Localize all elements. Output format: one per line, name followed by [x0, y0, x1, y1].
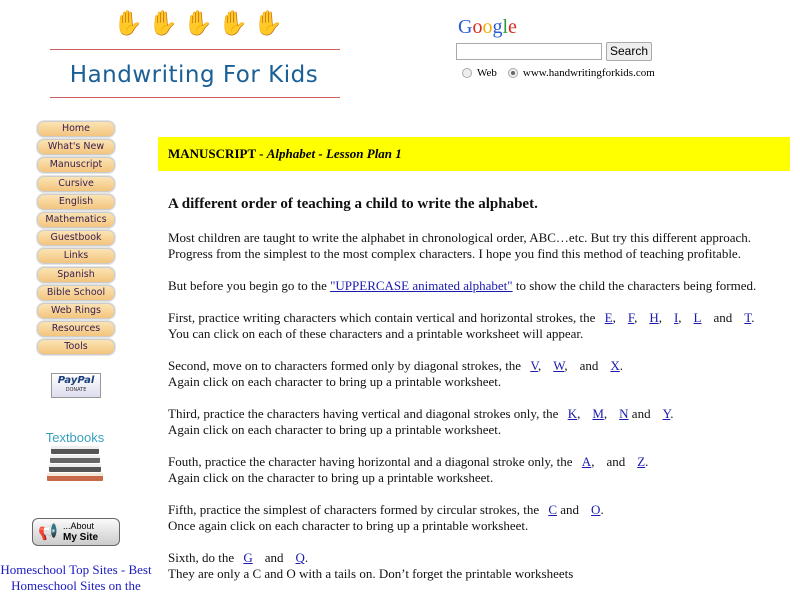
sidebar-nav: [37, 121, 115, 357]
letter-link[interactable]: F: [627, 310, 635, 325]
textbooks-link[interactable]: [40, 430, 110, 481]
step-3: Third, practice the characters having vertical and diagonal strokes only, the K, M, N and Y. Again click on each character to bring up a printable worksheet.: [168, 406, 674, 437]
text: Fouth, practice the character having horizontal and a diagonal stroke only, the: [168, 454, 573, 469]
megaphone-icon: 📢: [38, 524, 58, 541]
homeschool-top-sites-link[interactable]: Homeschool Top Sites - Best Homeschool Sites on the: [0, 562, 152, 593]
letter-link[interactable]: G: [243, 550, 253, 565]
letter-link[interactable]: C: [548, 502, 558, 517]
about-my-site-button[interactable]: [32, 518, 120, 546]
text: and: [631, 406, 651, 421]
divider: [50, 97, 340, 98]
nav-links[interactable]: Links: [37, 248, 115, 264]
letter-link[interactable]: V: [530, 358, 539, 373]
text: Again click on each character to bring up a printable worksheet.: [168, 422, 502, 437]
letter-link[interactable]: T: [744, 310, 752, 325]
uppercase-animated-alphabet-link[interactable]: "UPPERCASE animated alphabet": [330, 278, 513, 293]
nav-english[interactable]: English: [37, 194, 115, 210]
textbooks-label: Textbooks: [45, 430, 105, 445]
hand-icon: ✋: [148, 11, 178, 37]
letter-link[interactable]: N: [619, 406, 629, 421]
banner-subtitle: Alphabet - Lesson Plan 1: [266, 146, 402, 161]
letter-link[interactable]: K: [567, 406, 578, 421]
nav-bible-school[interactable]: Bible School: [37, 285, 115, 301]
letter-link[interactable]: W: [553, 358, 565, 373]
letter-link[interactable]: Z: [637, 454, 646, 469]
donate-label: DONATE: [65, 387, 87, 393]
text: You can click on each of these characters and a printable worksheet will appear.: [168, 326, 584, 341]
my-site-label: My Site: [63, 532, 99, 543]
site-logo[interactable]: [48, 6, 340, 100]
about-label: ...About: [63, 521, 95, 531]
nav-whats-new[interactable]: What's New: [37, 139, 115, 155]
nav-web-rings[interactable]: Web Rings: [37, 303, 115, 319]
hands-graphic: [113, 10, 283, 38]
text: and: [579, 358, 599, 373]
letter-link[interactable]: H: [649, 310, 659, 325]
text: and: [713, 310, 733, 325]
nav-tools[interactable]: Tools: [37, 339, 115, 355]
text: and: [560, 502, 580, 517]
text: and: [264, 550, 284, 565]
hand-icon: ✋: [218, 11, 248, 37]
intro-paragraph: Most children are taught to write the alphabet in chronological order, ABC…etc. But try this different approach. Progress from the simplest to the most complex characters. I hope you find this method of teaching profitable.: [168, 230, 751, 261]
letter-link[interactable]: I: [673, 310, 679, 325]
divider: [50, 49, 340, 50]
nav-guestbook[interactable]: Guestbook: [37, 230, 115, 246]
text: Second, move on to characters formed only by diagonal strokes, the: [168, 358, 522, 373]
step-4: Fouth, practice the character having horizontal and a diagonal stroke only, the A, and Z. Again click on the character to bring up a printable worksheet.: [168, 454, 649, 485]
main-content: [168, 195, 793, 598]
text: Sixth, do the: [168, 550, 235, 565]
letter-link[interactable]: Q: [295, 550, 305, 565]
letter-link[interactable]: Y: [662, 406, 671, 421]
letter-link[interactable]: X: [610, 358, 620, 373]
google-logo: Google: [458, 16, 517, 38]
search-button[interactable]: Search: [606, 42, 652, 61]
page-banner: [158, 137, 790, 171]
hand-icon: ✋: [113, 11, 143, 37]
nav-resources[interactable]: Resources: [37, 321, 115, 337]
letter-link[interactable]: M: [592, 406, 604, 421]
step-1: First, practice writing characters which contain vertical and horizontal strokes, the E, F, H, I, L and T. You can click on each of these characters and a printable worksheet will appear.: [168, 310, 755, 341]
before-paragraph: [168, 278, 793, 294]
banner-section: MANUSCRIPT -: [168, 146, 267, 161]
text: They are only a C and O with a tails on. Don’t forget the printable worksheets: [168, 566, 574, 581]
nav-mathematics[interactable]: Mathematics: [37, 212, 115, 228]
text: But before you begin go to the: [168, 278, 331, 293]
logo-title: Handwriting For Kids: [69, 62, 319, 88]
books-icon: [40, 446, 110, 481]
letter-link[interactable]: E: [604, 310, 613, 325]
step-2: Second, move on to characters formed only by diagonal strokes, the V, W, and X. Again click on each character to bring up a printable worksheet.: [168, 358, 624, 389]
step-5: Fifth, practice the simplest of characters formed by circular strokes, the C and O. Once again click on each character to bring up a printable worksheet.: [168, 502, 604, 533]
text: First, practice writing characters which contain vertical and horizontal strokes, the: [168, 310, 596, 325]
letter-link[interactable]: L: [693, 310, 702, 325]
radio-web-label: Web: [477, 67, 497, 79]
nav-spanish[interactable]: Spanish: [37, 267, 115, 283]
text: to show the child the characters being formed.: [512, 278, 757, 293]
text: Third, practice the characters having vertical and diagonal strokes only, the: [168, 406, 559, 421]
radio-site-label: www.handwritingforkids.com: [522, 67, 655, 79]
text: and: [606, 454, 626, 469]
search-scope: [462, 67, 655, 79]
text: Again click on the character to bring up a printable worksheet.: [168, 470, 494, 485]
search-input[interactable]: [456, 43, 602, 60]
radio-web[interactable]: [462, 68, 472, 78]
hand-icon: ✋: [253, 11, 283, 37]
letter-link[interactable]: O: [591, 502, 601, 517]
step-6: Sixth, do the G and Q. They are only a C and O with a tails on. Don’t forget the printable worksheets: [168, 550, 574, 581]
nav-cursive[interactable]: Cursive: [37, 176, 115, 192]
page-heading: A different order of teaching a child to write the alphabet.: [168, 196, 538, 212]
paypal-donate-button[interactable]: [51, 373, 101, 398]
letter-link[interactable]: A: [581, 454, 592, 469]
nav-home[interactable]: Home: [37, 121, 115, 137]
nav-manuscript[interactable]: Manuscript: [37, 157, 115, 173]
text: Once again click on each character to bring up a printable worksheet.: [168, 518, 529, 533]
text: Again click on each character to bring up a printable worksheet.: [168, 374, 502, 389]
paypal-label: PayPal: [57, 375, 95, 386]
radio-site[interactable]: [508, 68, 518, 78]
text: Fifth, practice the simplest of characters formed by circular strokes, the: [168, 502, 540, 517]
hand-icon: ✋: [183, 11, 213, 37]
